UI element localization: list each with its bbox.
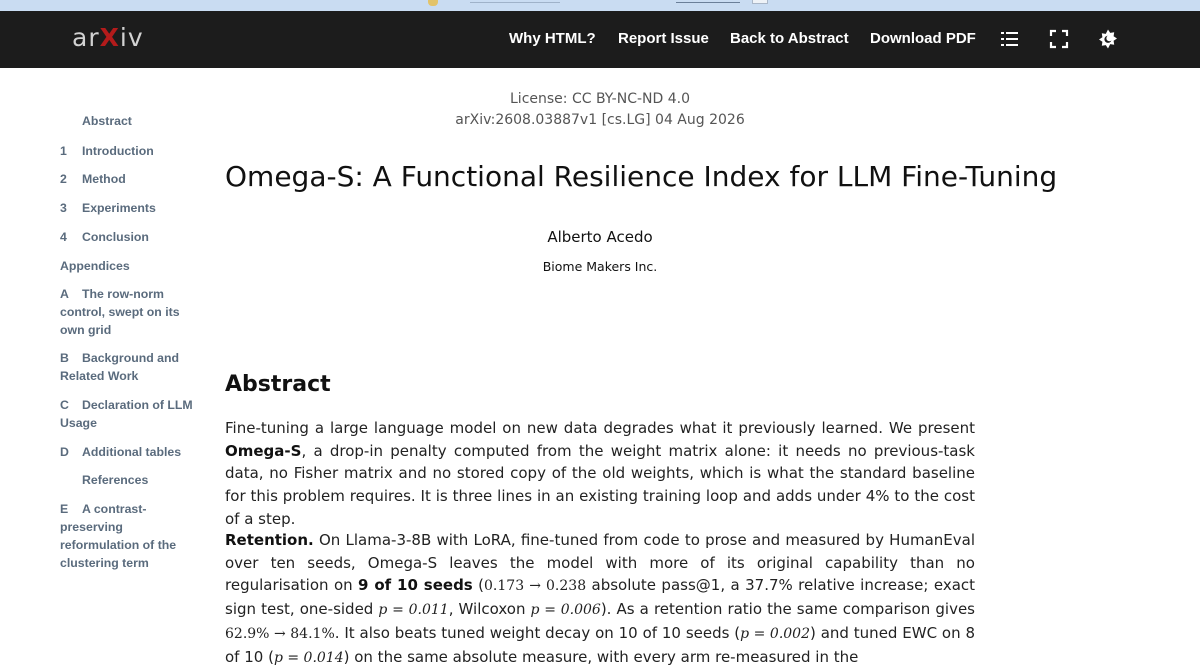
toc-number: C xyxy=(60,398,69,412)
strip-text-fragment xyxy=(470,0,560,3)
logo-x: X xyxy=(99,23,120,52)
toc-label: Experiments xyxy=(82,201,156,215)
strip-button-fragment[interactable] xyxy=(752,0,768,4)
author-affiliation: Biome Makers Inc. xyxy=(542,259,658,274)
abstract-paragraph-1 xyxy=(225,417,975,531)
toc-label: Introduction xyxy=(82,144,154,158)
nav-download-pdf[interactable]: Download PDF xyxy=(870,30,976,47)
text-run: . It also beats tuned weight decay on 10 of 10 seeds ( xyxy=(334,623,741,642)
toc-number: 2 xyxy=(60,172,67,186)
toc-item-appendix-a[interactable] xyxy=(60,285,200,339)
toc-label: Abstract xyxy=(82,114,132,128)
text-run: Fine-tuning a large language model on new data degrades what it previously learned. We present xyxy=(225,419,975,437)
abstract-paragraph-2 xyxy=(225,529,975,669)
toc-item-appendix-e[interactable] xyxy=(60,500,200,572)
author-name: Alberto Acedo xyxy=(547,228,653,246)
toc-item-references[interactable] xyxy=(60,471,200,489)
toc-item-abstract[interactable] xyxy=(60,112,200,130)
toc-label: Additional tables xyxy=(82,445,182,459)
notification-strip xyxy=(0,0,1200,11)
text-run: , Wilcoxon xyxy=(448,600,531,619)
toc-item-introduction[interactable] xyxy=(60,142,200,160)
theme-toggle-icon[interactable] xyxy=(1097,28,1119,50)
text-run: ( xyxy=(472,576,485,595)
toc-item-appendix-c[interactable] xyxy=(60,396,200,432)
text-run: ) and tuned EWC on 8 of 10 ( xyxy=(225,623,976,666)
logo-prefix: ar xyxy=(72,23,100,52)
fullscreen-icon[interactable] xyxy=(1048,28,1070,50)
nav-why-html[interactable]: Why HTML? xyxy=(509,30,596,47)
method-name: Omega-S xyxy=(225,441,302,460)
toc-number: E xyxy=(60,502,69,516)
p-value: p = 0.014 xyxy=(273,649,344,666)
toc-label: A contrast-preserving reformulation of the clustering term xyxy=(60,502,177,570)
math-expression: 0.173 → 0.238 xyxy=(484,578,587,595)
text-run: absolute pass@1, a 37.7% relative increase; exact sign test, one-sided xyxy=(225,576,976,619)
toc-label: Declaration of LLM Usage xyxy=(60,398,193,430)
toc-label: Conclusion xyxy=(82,230,149,244)
toc-label: Appendices xyxy=(60,259,130,273)
strip-link-fragment[interactable] xyxy=(676,0,740,3)
toc-item-appendices[interactable] xyxy=(60,257,200,275)
license-line[interactable]: License: CC BY-NC-ND 4.0 xyxy=(510,91,690,107)
p-value: p = 0.006 xyxy=(530,602,601,619)
nav-report-issue[interactable]: Report Issue xyxy=(618,30,709,47)
abstract-heading: Abstract xyxy=(225,372,331,397)
p-value: p = 0.011 xyxy=(378,602,449,619)
toc-item-experiments[interactable] xyxy=(60,199,200,217)
text-run: ). As a retention ratio the same comparison gives xyxy=(600,600,975,619)
math-expression: 62.9% → 84.1% xyxy=(225,625,335,642)
toc-item-appendix-d[interactable] xyxy=(60,443,200,461)
list-icon[interactable] xyxy=(999,28,1021,50)
text-run: On Llama-3-8B with LoRA, fine-tuned from code to prose and measured by HumanEval over ten seeds, Omega-S leaves the model with more of its original capability than no regularisation on xyxy=(225,531,975,595)
arxiv-logo[interactable] xyxy=(72,23,144,52)
seed-count: 9 of 10 seeds xyxy=(358,576,473,595)
toc-label: Background and Related Work xyxy=(60,351,180,383)
toc-item-appendix-b[interactable] xyxy=(60,349,200,385)
text-run: ) on the same absolute measure, with every arm re-measured in the xyxy=(343,647,859,666)
text-run: , a drop-in penalty computed from the weight matrix alone: it needs no previous-task data, no Fisher matrix and no stored copy of the old weights, which is what the standard baseline for this problem requires. It is three lines in an existing training loop and adds under 4% to the cost of a step. xyxy=(225,441,975,528)
nav-back-to-abstract[interactable]: Back to Abstract xyxy=(730,30,849,47)
toc-number: D xyxy=(60,445,69,459)
site-header xyxy=(0,11,1200,68)
emoji-icon xyxy=(428,0,438,6)
toc-number: 3 xyxy=(60,201,67,215)
toc-number: 4 xyxy=(60,230,67,244)
arxiv-id-line: arXiv:2608.03887v1 [cs.LG] 04 Aug 2026 xyxy=(455,112,745,128)
toc-label: References xyxy=(82,473,149,487)
paper-title: Omega-S: A Functional Resilience Index for LLM Fine-Tuning xyxy=(225,160,1058,193)
toc-item-conclusion[interactable] xyxy=(60,228,200,246)
toc-label: Method xyxy=(82,172,126,186)
toc-number: A xyxy=(60,287,69,301)
logo-suffix: iv xyxy=(119,23,144,52)
toc-item-method[interactable] xyxy=(60,170,200,188)
toc-label: The row-norm control, swept on its own grid xyxy=(60,287,180,337)
toc-number: 1 xyxy=(60,144,67,158)
p-value: p = 0.002 xyxy=(740,625,811,642)
toc-number: B xyxy=(60,351,69,365)
paragraph-lead: Retention. xyxy=(225,531,314,549)
